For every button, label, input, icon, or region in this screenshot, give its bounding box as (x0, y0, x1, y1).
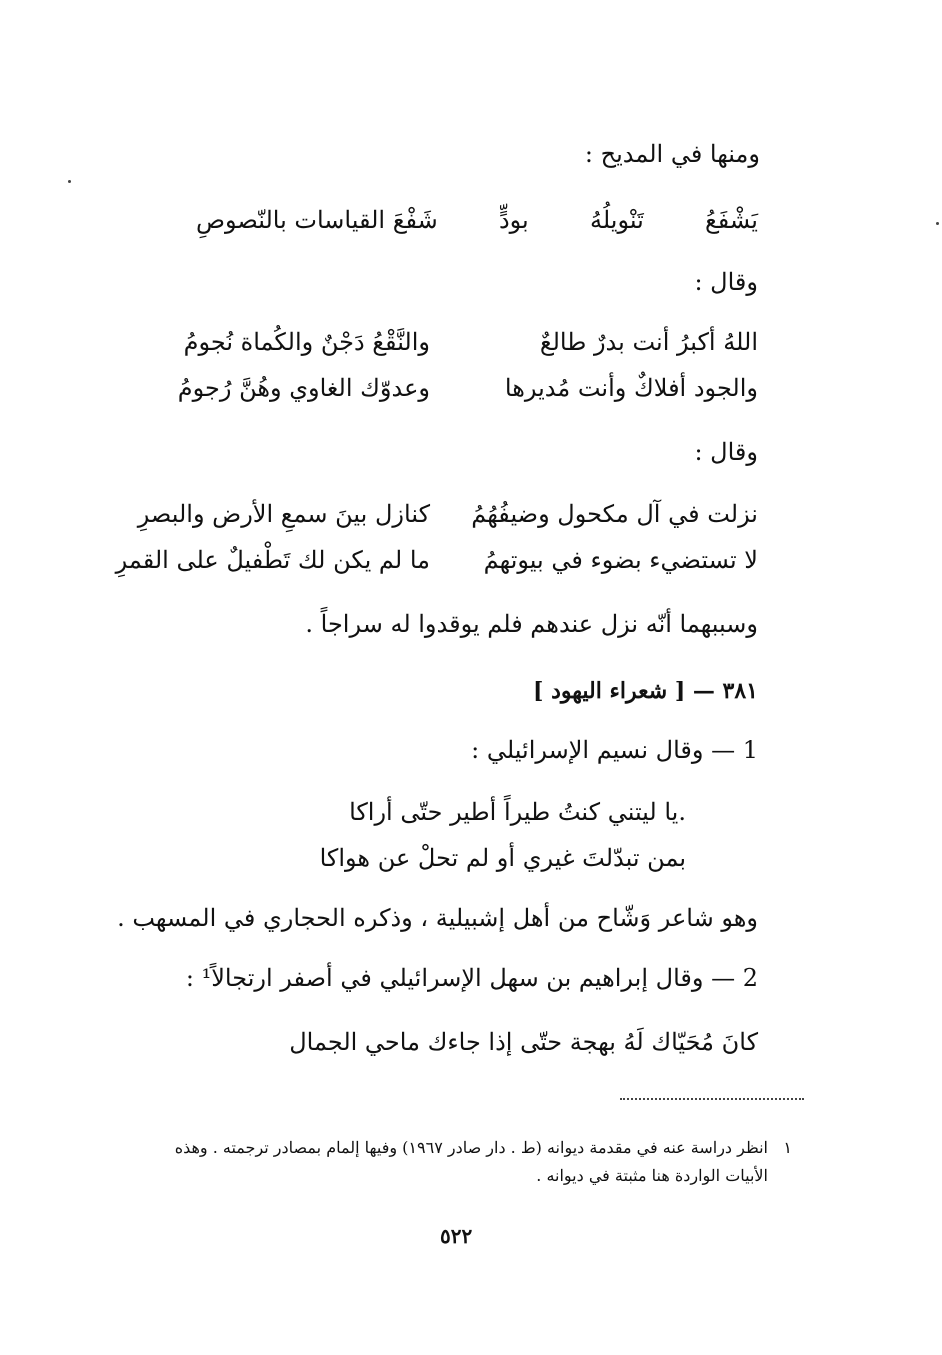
page-number: ٥٢٢ (440, 1224, 473, 1248)
explanation-paragraph: وسببهما أنّه نزل عندهم فلم يوقدوا له سراجاً . (305, 610, 758, 638)
poem-1-line-1-left: والنَّقْعُ دَجْنٌ والكُماة نُجومُ (183, 328, 430, 356)
poem-3-line-1: .يا ليتني كنتُ طيراً أطير حتّى أراكا (349, 798, 686, 826)
footnote-number: ١ (783, 1138, 792, 1157)
verse-word: يَشْفَعُ (704, 206, 758, 234)
verse-word: بودٍّ (498, 206, 529, 234)
footnote-separator (620, 1098, 804, 1100)
intro-madih: ومنها في المديح : (584, 140, 760, 168)
qal-heading: وقال : (694, 268, 758, 296)
poem-1-line-2-right: والجود أفلاكٌ وأنت مُديرها (504, 374, 758, 402)
scan-speck (936, 222, 939, 225)
poem-3-line-2: بمن تبدّلتَ غيري أو لم تحلْ عن هواكا (319, 844, 686, 872)
footnote-line-1: انظر دراسة عنه في مقدمة ديوانه (ط . دار صادر ١٩٦٧) وفيها إلمام بمصادر ترجمته . وهذه (174, 1138, 768, 1157)
verse-shafa (196, 208, 758, 232)
footnote-line-2: الأبيات الواردة هنا مثبتة في ديوانه . (536, 1166, 768, 1185)
item-2-intro: 2 — وقال إبراهيم بن سهل الإسرائيلي في أصفر ارتجالاً¹ : (185, 964, 758, 992)
scan-speck (68, 180, 71, 183)
poet-note: وهو شاعر وَشّاح من أهل إشبيلية ، وذكره الحجاري في المسهب . (117, 904, 758, 932)
poem-2-line-1-left: كنازل بينَ سمعِ الأرض والبصرِ (137, 500, 430, 528)
poem-4-line-1: كانَ مُحَيّاك لَهُ بهجة حتّى إذا جاءك ماحي الجمال (289, 1028, 758, 1056)
item-1-intro: 1 — وقال نسيم الإسرائيلي : (471, 736, 758, 764)
poem-2-line-1-right: نزلت في آل مكحول وضيفُهُمُ (471, 500, 758, 528)
poem-2-line-2-right: لا تستضيء بضوء في بيوتهمُ (483, 546, 758, 574)
section-heading: ٣٨١ — [ شعراء اليهود ] (533, 678, 758, 704)
poem-2-line-2-left: ما لم يكن لك تَطْفيلٌ على القمرِ (115, 546, 430, 574)
verse-word: تَنْويلُهُ (589, 206, 644, 234)
poem-1-line-1-right: اللهُ أكبرُ أنت بدرٌ طالعٌ (539, 328, 758, 356)
verse-word: شَفْعَ القياسات بالنّصوصِ (196, 206, 438, 234)
poem-1-line-2-left: وعدوّك الغاوي وهُنَّ رُجومُ (177, 374, 430, 402)
qal-heading: وقال : (694, 438, 758, 466)
